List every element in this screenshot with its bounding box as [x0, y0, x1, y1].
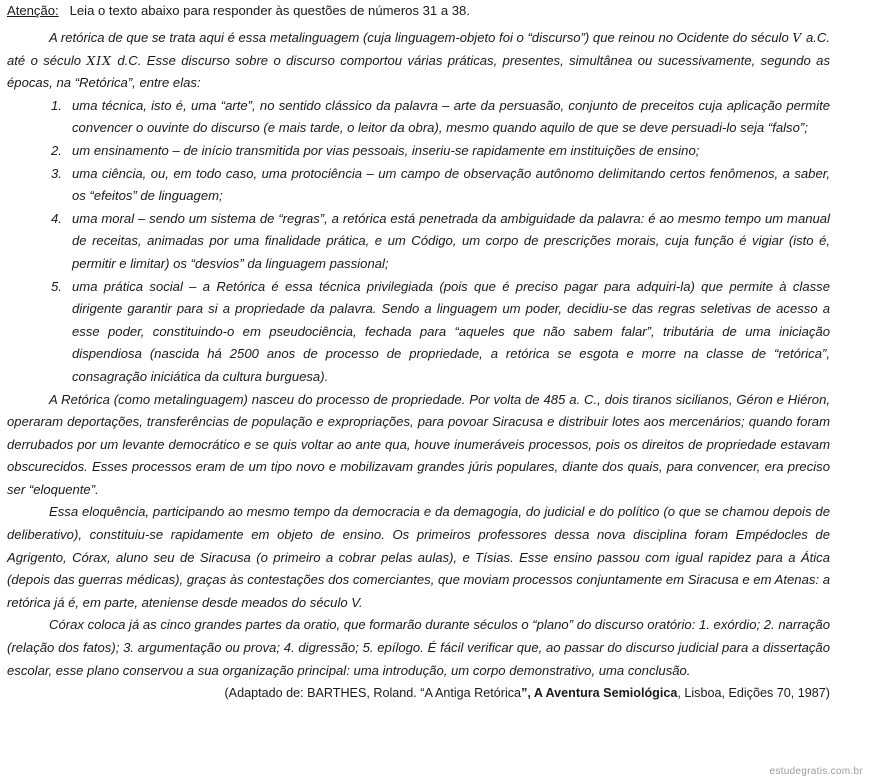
attention-label: Atenção:	[7, 3, 59, 18]
citation-book-title: A Aventura Semiológica	[533, 686, 678, 701]
list-item-number: 2.	[51, 142, 62, 158]
paragraph-1-text-a: A retórica de que se trata aqui é essa metalinguagem (cuja linguagem-objeto foi o “discurso”) que reinou no Ocidente do século	[49, 30, 789, 45]
practices-list	[7, 95, 830, 389]
list-item-number: 3.	[51, 165, 62, 181]
document-body	[7, 2, 830, 702]
citation	[7, 684, 830, 702]
paragraph-2: A Retórica (como metalinguagem) nasceu do processo de propriedade. Por volta de 485 a. C., dois tiranos sicilianos, Géron e Hiéron, operaram deportações, transferências de população e expropriações, para povoar Siracusa e distribuir lotes aos mercenários; quando foram derrubados por um levante democrático e se quis voltar ao ante qua, houve inumeráveis processos, pois os direitos de propriedade estavam obscurecidos. Esses processos eram de um tipo novo e mobilizavam grandes júris populares, diante dos quais, para convencer, era preciso ser “eloquente”.	[7, 391, 830, 497]
paragraph-1-text-c: d.C. Esse discurso sobre o discurso comportou várias práticas, presentes, simultânea ou sucessivamente, segundo as épocas, na “Retórica”, entre elas:	[7, 52, 831, 91]
list-item-number: 4.	[51, 210, 62, 226]
paragraph-1-text-b: a.C. até o século	[7, 30, 830, 68]
list-item-text: uma técnica, isto é, uma “arte”, no sentido clássico da palavra – arte da persuasão, conjunto de preceitos cuja aplicação permite convencer o ouvinte do discurso (e mais tarde, o leitor da obra), mesmo quando aquilo de que se deve persuadi-lo seja “falso”;	[72, 97, 830, 136]
attention-header	[7, 2, 830, 20]
list-item-number: 5.	[51, 278, 62, 294]
century-from: V	[792, 30, 803, 45]
citation-suffix: , Lisboa, Edições 70, 1987)	[677, 686, 830, 701]
paragraph-3: Essa eloquência, participando ao mesmo tempo da democracia e da demagogia, do judicial e do político (o que se chamou depois de deliberativo), constituiu-se rapidamente em objeto de ensino. Os primeiros professores dessa nova disciplina foram Empédocles de Agrigento, Córax, aluno seu de Siracusa (o primeiro a cobrar pelas aulas), e Tísias. Esse ensino passou com igual rapidez para a Ática (depois das guerras médicas), graças às contestações dos comerciantes, que moviam processos conjuntamente em Siracusa e em Atenas: a retórica já é, em parte, ateniense desde meados do século V.	[7, 504, 830, 610]
citation-prefix: (Adaptado de: BARTHES, Roland. “A Antiga Retórica	[224, 686, 522, 701]
watermark: estudegratis.com.br	[769, 766, 863, 777]
list-item	[7, 140, 830, 163]
list-item-text: uma prática social – a Retórica é essa técnica privilegiada (pois que é preciso pagar para adquiri-la) que permite à classe dirigente garantir para si a propriedade da palavra. Sendo a linguagem um poder, decidiu-se das regras seletivas de acesso a esse poder, constituindo-o em pseudociência, fechada para “aqueles que não sabem falar”, tributária de uma iniciação dispendiosa (nascida há 2500 anos de processo de propriedade, a retórica se esgota e morre na classe de “retórica”, consagração iniciática da cultura burguesa).	[72, 278, 830, 384]
list-item-text: uma moral – sendo um sistema de “regras”, a retórica está penetrada da ambiguidade da palavra: é ao mesmo tempo um manual de receitas, animadas por uma finalidade prática, e um Código, um corpo de prescrições morais, cuja função é vigiar (isto é, permitir e limitar) os “desvios” da linguagem passional;	[72, 210, 830, 271]
list-item-number: 1.	[51, 97, 62, 113]
list-item	[7, 276, 830, 389]
attention-text: Leia o texto abaixo para responder às questões de números 31 a 38.	[69, 3, 470, 18]
list-item-text: uma ciência, ou, em todo caso, uma protociência – um campo de observação autônomo delimitando certos fenômenos, a saber, os “efeitos” de linguagem;	[72, 165, 830, 204]
list-item	[7, 95, 830, 140]
century-to: XIX	[86, 52, 112, 68]
list-item-text: um ensinamento – de início transmitida por vias pessoais, inseriu-se rapidamente em instituições de ensino;	[72, 142, 700, 158]
paragraph-1	[7, 27, 830, 95]
citation-separator: ”,	[521, 686, 534, 701]
paragraph-4: Córax coloca já as cinco grandes partes da oratio, que formarão durante séculos o “plano” do discurso oratório: 1. exórdio; 2. narração (relação dos fatos); 3. argumentação ou prova; 4. digressão; 5. epílogo. É fácil verificar que, ao passar do discurso judicial para a dissertação escolar, esse plano conservou a sua organização principal: uma introdução, um corpo demonstrativo, uma conclusão.	[7, 617, 830, 678]
list-item	[7, 163, 830, 208]
list-item	[7, 208, 830, 276]
